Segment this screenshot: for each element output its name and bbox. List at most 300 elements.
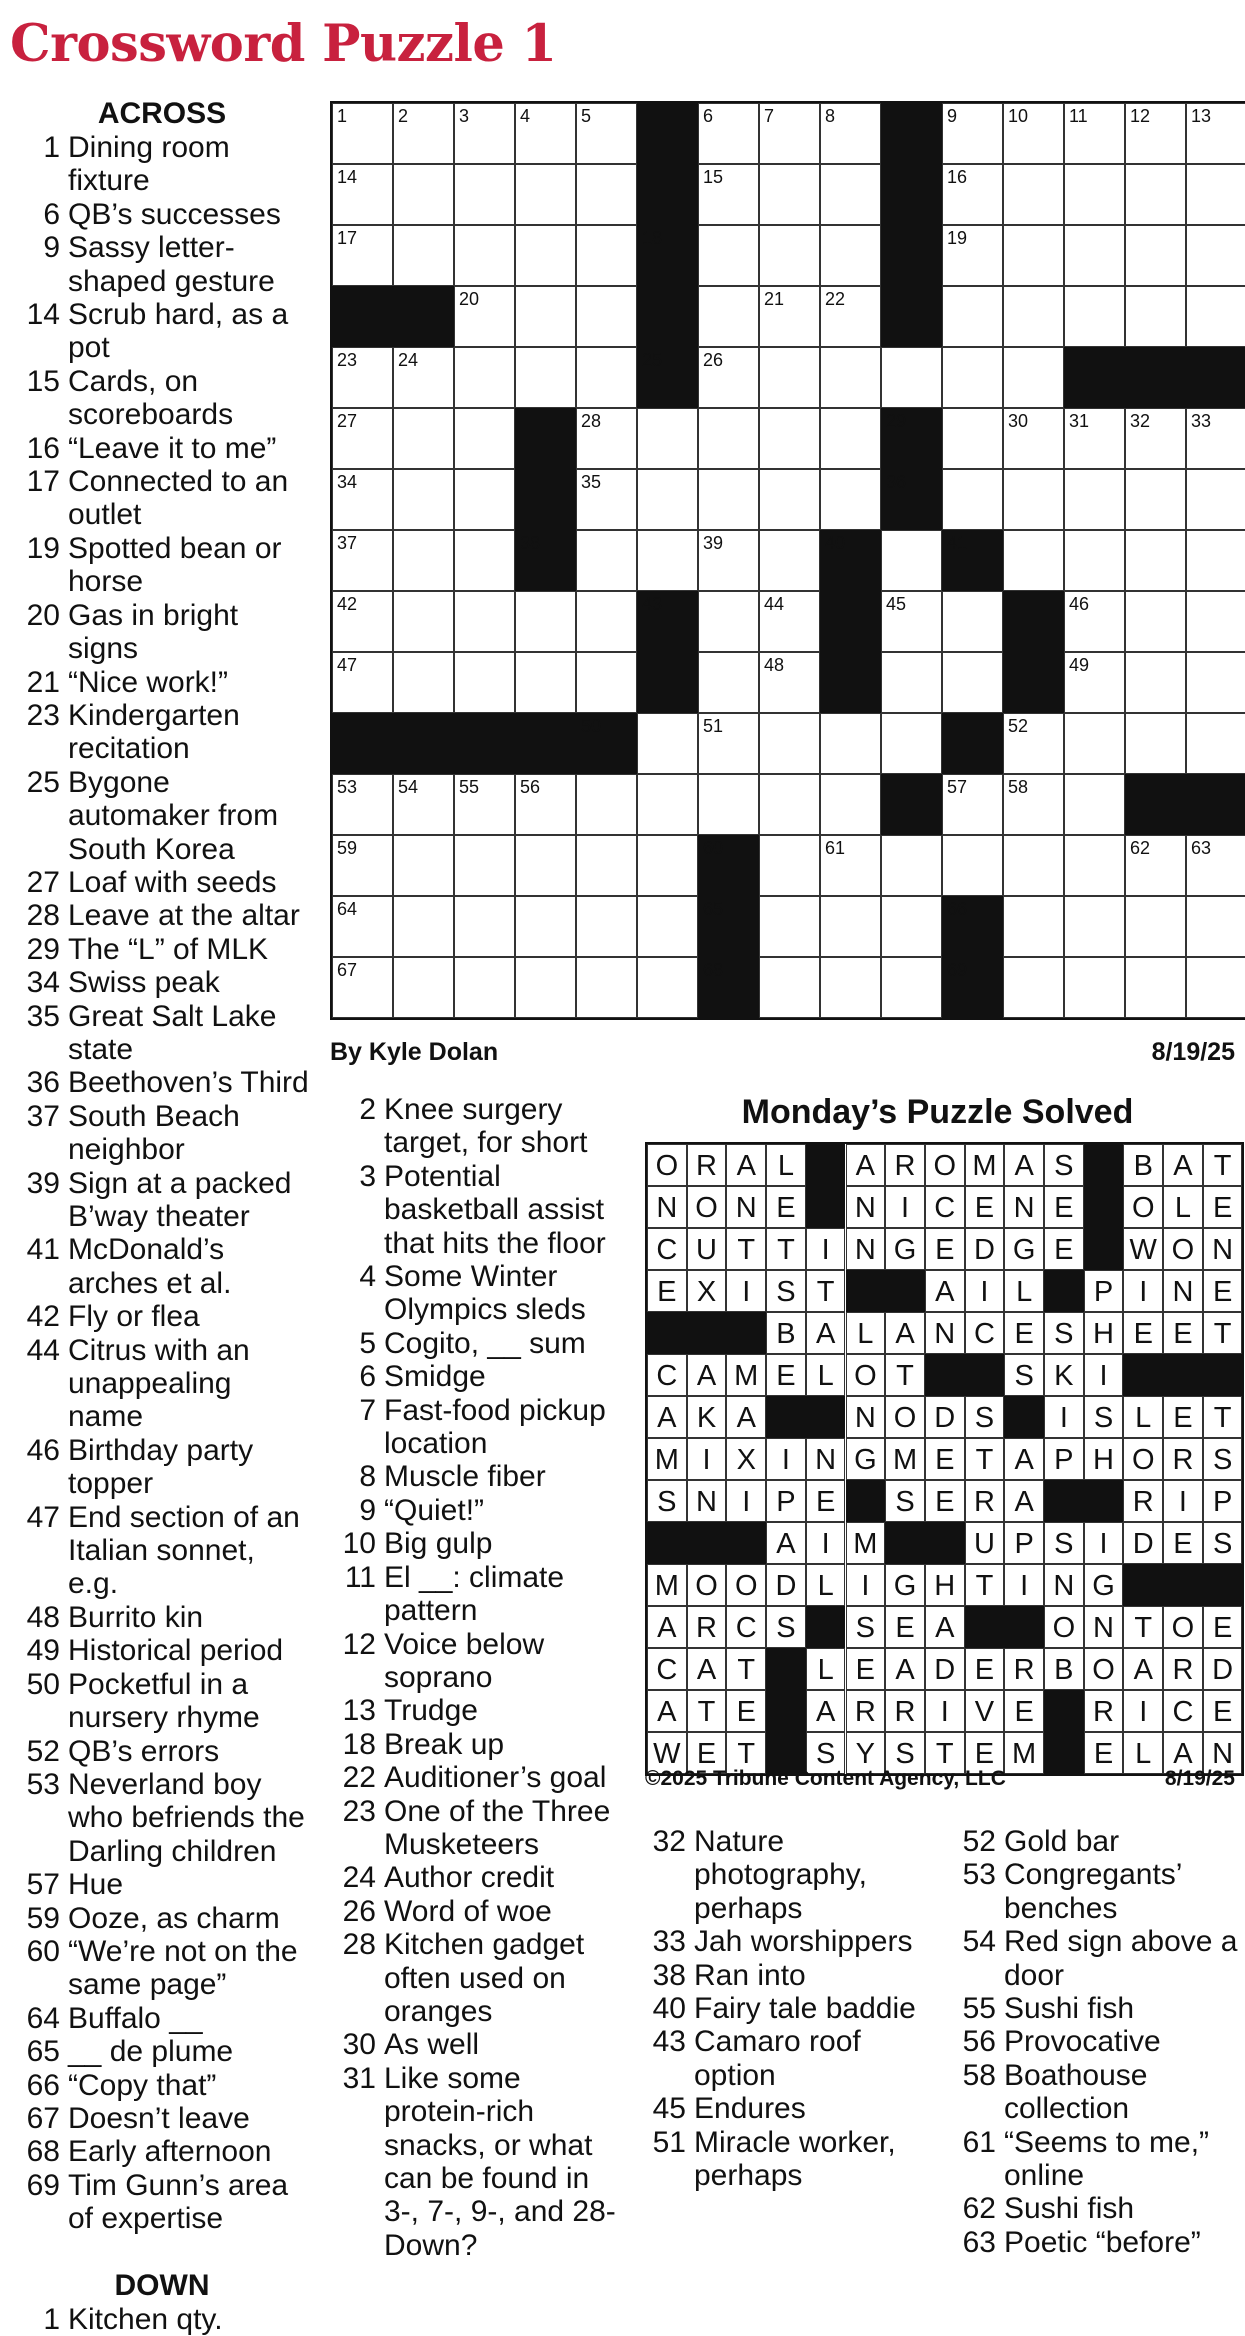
solved-letter: S [806, 1732, 846, 1774]
grid-cell[interactable] [820, 347, 881, 408]
solved-letter: B [1123, 1144, 1163, 1186]
solved-letter: E [1004, 1690, 1044, 1732]
cell-number: 68 [703, 960, 724, 980]
solved-letter: M [885, 1438, 925, 1480]
grid-cell[interactable] [515, 225, 576, 286]
grid-cell[interactable] [1186, 713, 1245, 774]
grid-cell[interactable] [942, 225, 1003, 286]
grid-cell[interactable] [332, 591, 393, 652]
black-square [698, 896, 759, 957]
cell-number: 15 [703, 167, 724, 187]
black-square [881, 164, 942, 225]
clue-text: Cards, on scoreboards [68, 364, 234, 432]
grid-cell[interactable] [576, 530, 637, 591]
grid-cell[interactable] [698, 774, 759, 835]
solved-black-square [1044, 1732, 1084, 1774]
grid-cell[interactable] [1003, 286, 1064, 347]
grid-cell[interactable] [1003, 530, 1064, 591]
grid-cell[interactable] [1186, 408, 1245, 469]
solved-black-square [806, 1396, 846, 1438]
grid-cell[interactable] [515, 774, 576, 835]
grid-cell[interactable] [1064, 164, 1125, 225]
grid-cell[interactable] [1186, 469, 1245, 530]
clue-text: Sign at a packed B’way theater [68, 1166, 292, 1233]
grid-cell[interactable] [1186, 530, 1245, 591]
clue-number: 60 [26, 1934, 60, 1968]
solved-black-square [925, 1522, 965, 1564]
clue-text: Provocative [1004, 2025, 1161, 2059]
grid-cell[interactable] [1064, 286, 1125, 347]
grid-cell[interactable] [1125, 957, 1186, 1018]
grid-cell[interactable] [942, 652, 1003, 713]
clue-down_col2-10 [330, 1527, 620, 1560]
grid-cell[interactable] [393, 835, 454, 896]
grid-cell[interactable] [1003, 957, 1064, 1018]
grid-cell[interactable] [515, 652, 576, 713]
grid-cell[interactable] [576, 225, 637, 286]
solved-black-square [726, 1312, 766, 1354]
clue-number: 39 [26, 1166, 60, 1200]
solved-letter: C [726, 1606, 766, 1648]
solved-letter: I [1004, 1564, 1044, 1606]
solved-letter: V [965, 1690, 1005, 1732]
cell-number: 13 [1191, 106, 1212, 126]
grid-cell[interactable] [1186, 164, 1245, 225]
black-square [1186, 347, 1245, 408]
black-square [881, 103, 942, 164]
black-square [637, 347, 698, 408]
cell-number: 37 [337, 533, 358, 553]
solved-black-square [1084, 1186, 1124, 1228]
grid-cell[interactable] [576, 286, 637, 347]
grid-cell[interactable] [454, 469, 515, 530]
clue-text: The “L” of MLK [68, 932, 269, 966]
grid-cell[interactable] [759, 652, 820, 713]
cell-number: 50 [581, 716, 602, 736]
grid-cell[interactable] [1064, 713, 1125, 774]
grid-cell[interactable] [393, 469, 454, 530]
clue-across-27 [14, 866, 310, 899]
grid-cell[interactable] [332, 530, 393, 591]
grid-cell[interactable] [698, 225, 759, 286]
grid-cell[interactable] [454, 652, 515, 713]
grid-cell[interactable] [393, 225, 454, 286]
grid-cell[interactable] [1064, 652, 1125, 713]
grid-cell[interactable] [698, 530, 759, 591]
solved-letter: D [925, 1648, 965, 1690]
clue-text: Sushi fish [1004, 2192, 1135, 2226]
cell-number: 30 [1008, 411, 1029, 431]
grid-cell[interactable] [637, 408, 698, 469]
solved-letter: M [965, 1144, 1005, 1186]
solved-letter: C [647, 1354, 687, 1396]
grid-cell[interactable] [881, 347, 942, 408]
solved-letter: A [925, 1270, 965, 1312]
grid-cell[interactable] [515, 164, 576, 225]
grid-cell[interactable] [1125, 286, 1186, 347]
grid-cell[interactable] [332, 164, 393, 225]
clue-across-52 [14, 1735, 310, 1768]
grid-cell[interactable] [942, 591, 1003, 652]
cell-number: 45 [886, 594, 907, 614]
cell-number: 14 [337, 167, 358, 187]
grid-cell[interactable] [698, 713, 759, 774]
grid-cell[interactable] [637, 469, 698, 530]
grid-cell[interactable] [881, 835, 942, 896]
solved-grid [645, 1142, 1244, 1776]
grid-cell[interactable] [332, 408, 393, 469]
clue-number: 7 [359, 1393, 376, 1427]
grid-cell[interactable] [393, 408, 454, 469]
grid-cell[interactable] [759, 530, 820, 591]
solved-letter: T [687, 1690, 727, 1732]
clue-down_col2-18 [330, 1728, 620, 1761]
grid-cell[interactable] [1125, 652, 1186, 713]
grid-cell[interactable] [1125, 469, 1186, 530]
grid-cell[interactable] [1186, 591, 1245, 652]
clue-across-53 [14, 1768, 310, 1868]
clue-text: Scrub hard, as a pot [68, 298, 289, 365]
grid-cell[interactable] [454, 408, 515, 469]
grid-cell[interactable] [1003, 835, 1064, 896]
grid-cell[interactable] [820, 225, 881, 286]
grid-cell[interactable] [1064, 408, 1125, 469]
grid-cell[interactable] [1125, 408, 1186, 469]
grid-cell[interactable] [820, 286, 881, 347]
grid-cell[interactable] [576, 835, 637, 896]
solved-letter: I [806, 1228, 846, 1270]
cell-number: 66 [947, 899, 968, 919]
grid-cell[interactable] [942, 103, 1003, 164]
grid-cell[interactable] [515, 103, 576, 164]
grid-cell[interactable] [332, 652, 393, 713]
solved-letter: U [687, 1228, 727, 1270]
grid-cell[interactable] [637, 896, 698, 957]
cell-number: 8 [825, 106, 836, 126]
clue-across-37 [14, 1100, 310, 1167]
down-column-2 [330, 1093, 620, 2262]
grid-cell[interactable] [637, 835, 698, 896]
grid-cell[interactable] [759, 896, 820, 957]
grid-cell[interactable] [881, 713, 942, 774]
black-square [942, 896, 1003, 957]
grid-cell[interactable] [942, 347, 1003, 408]
grid-cell[interactable] [454, 286, 515, 347]
solved-letter: A [687, 1354, 727, 1396]
grid-cell[interactable] [1186, 896, 1245, 957]
grid-cell[interactable] [332, 835, 393, 896]
grid-cell[interactable] [576, 347, 637, 408]
grid-cell[interactable] [576, 591, 637, 652]
solved-letter: T [806, 1270, 846, 1312]
grid-cell[interactable] [942, 408, 1003, 469]
solved-letter: S [1004, 1354, 1044, 1396]
solved-letter: N [1203, 1228, 1243, 1270]
grid-cell[interactable] [759, 164, 820, 225]
clue-text: Pocketful in a nursery rhyme [68, 1667, 260, 1735]
cell-number: 25 [642, 350, 663, 370]
grid-cell[interactable] [637, 957, 698, 1018]
clue-number: 30 [342, 2028, 376, 2062]
clue-number: 63 [962, 2225, 996, 2259]
grid-cell[interactable] [576, 896, 637, 957]
clue-number: 55 [962, 1992, 996, 2026]
clue-number: 25 [26, 765, 60, 799]
grid-cell[interactable] [454, 774, 515, 835]
grid-cell[interactable] [1003, 896, 1064, 957]
grid-cell[interactable] [759, 591, 820, 652]
grid-cell[interactable] [698, 103, 759, 164]
clue-text: Fly or flea [68, 1300, 200, 1334]
grid-cell[interactable] [942, 286, 1003, 347]
grid-cell[interactable] [1125, 530, 1186, 591]
grid-cell[interactable] [1125, 591, 1186, 652]
grid-cell[interactable] [1186, 225, 1245, 286]
solved-black-square [1203, 1564, 1243, 1606]
grid-cell[interactable] [1064, 835, 1125, 896]
grid-cell[interactable] [881, 896, 942, 957]
grid-cell[interactable] [454, 103, 515, 164]
grid-cell[interactable] [1064, 469, 1125, 530]
grid-cell[interactable] [820, 103, 881, 164]
grid-cell[interactable] [332, 347, 393, 408]
grid-cell[interactable] [393, 774, 454, 835]
clue-text: Great Salt Lake state [68, 999, 277, 1066]
grid-cell[interactable] [393, 164, 454, 225]
clue-text: Gold bar [1004, 1825, 1120, 1858]
grid-cell[interactable] [1186, 957, 1245, 1018]
grid-cell[interactable] [759, 469, 820, 530]
grid-cell[interactable] [332, 896, 393, 957]
grid-cell[interactable] [576, 164, 637, 225]
grid-cell[interactable] [1064, 103, 1125, 164]
grid-cell[interactable] [698, 286, 759, 347]
solved-letter: E [1044, 1186, 1084, 1228]
solved-letter: D [965, 1228, 1005, 1270]
solved-letter: W [1123, 1228, 1163, 1270]
grid-cell[interactable] [1125, 225, 1186, 286]
cell-number: 11 [1069, 106, 1088, 126]
grid-cell[interactable] [576, 469, 637, 530]
grid-cell[interactable] [576, 957, 637, 1018]
clue-down_col3-33 [640, 1925, 930, 1958]
grid-cell[interactable] [332, 103, 393, 164]
solved-black-square [965, 1606, 1005, 1648]
clue-down_col2-28 [330, 1928, 620, 2028]
grid-cell[interactable] [1003, 103, 1064, 164]
grid-cell[interactable] [1064, 774, 1125, 835]
solved-letter: C [647, 1228, 687, 1270]
grid-cell[interactable] [1186, 286, 1245, 347]
grid-cell[interactable] [515, 347, 576, 408]
solved-letter: E [647, 1270, 687, 1312]
grid-cell[interactable] [1003, 225, 1064, 286]
grid-cell[interactable] [1125, 896, 1186, 957]
solved-letter: R [1084, 1690, 1124, 1732]
grid-cell[interactable] [759, 774, 820, 835]
grid-cell[interactable] [942, 835, 1003, 896]
clue-number: 32 [652, 1825, 686, 1858]
grid-cell[interactable] [820, 835, 881, 896]
grid-cell[interactable] [454, 957, 515, 1018]
grid-cell[interactable] [1125, 103, 1186, 164]
clue-across-50 [14, 1668, 310, 1735]
grid-cell[interactable] [393, 591, 454, 652]
cell-number: 39 [703, 533, 724, 553]
solved-letter: I [806, 1522, 846, 1564]
grid-cell[interactable] [454, 896, 515, 957]
solved-letter: G [846, 1438, 886, 1480]
grid-cell[interactable] [1125, 835, 1186, 896]
grid-cell[interactable] [393, 530, 454, 591]
solved-letter: N [1084, 1606, 1124, 1648]
grid-cell[interactable] [759, 957, 820, 1018]
grid-cell[interactable] [820, 408, 881, 469]
clue-text: Voice below soprano [384, 1627, 545, 1694]
grid-cell[interactable] [1003, 774, 1064, 835]
grid-cell[interactable] [759, 347, 820, 408]
grid-cell[interactable] [332, 774, 393, 835]
clue-text: Boathouse collection [1004, 2058, 1148, 2126]
grid-cell[interactable] [515, 835, 576, 896]
grid-cell[interactable] [1003, 469, 1064, 530]
grid-cell[interactable] [576, 774, 637, 835]
cell-number: 16 [947, 167, 968, 187]
grid-cell[interactable] [515, 286, 576, 347]
grid-cell[interactable] [759, 225, 820, 286]
grid-cell[interactable] [637, 713, 698, 774]
grid-cell[interactable] [576, 408, 637, 469]
grid-cell[interactable] [759, 713, 820, 774]
clue-down_col3-45 [640, 2092, 930, 2125]
grid-cell[interactable] [393, 652, 454, 713]
grid-cell[interactable] [1003, 408, 1064, 469]
grid-cell[interactable] [454, 530, 515, 591]
grid-cell[interactable] [698, 591, 759, 652]
grid-cell[interactable] [1186, 652, 1245, 713]
clue-number: 56 [962, 2025, 996, 2059]
grid-cell[interactable] [1125, 164, 1186, 225]
solved-letter: S [1044, 1522, 1084, 1564]
grid-cell[interactable] [759, 286, 820, 347]
grid-cell[interactable] [1003, 164, 1064, 225]
grid-cell[interactable] [637, 530, 698, 591]
grid-cell[interactable] [454, 591, 515, 652]
down-column-4 [950, 1825, 1240, 2259]
grid-cell[interactable] [881, 591, 942, 652]
clue-down_col2-23 [330, 1795, 620, 1862]
solved-letter: O [846, 1354, 886, 1396]
solved-black-square [1123, 1354, 1163, 1396]
grid-cell[interactable] [698, 469, 759, 530]
grid-cell[interactable] [1003, 713, 1064, 774]
solved-letter: E [1203, 1186, 1243, 1228]
grid-cell[interactable] [454, 347, 515, 408]
grid-cell[interactable] [881, 957, 942, 1018]
grid-cell[interactable] [881, 652, 942, 713]
grid-cell[interactable] [1064, 225, 1125, 286]
grid-cell[interactable] [393, 957, 454, 1018]
black-square [637, 164, 698, 225]
grid-cell[interactable] [820, 713, 881, 774]
grid-cell[interactable] [454, 225, 515, 286]
grid-cell[interactable] [393, 896, 454, 957]
solved-letter: T [965, 1438, 1005, 1480]
grid-cell[interactable] [1064, 896, 1125, 957]
solved-letter: E [965, 1648, 1005, 1690]
grid-cell[interactable] [515, 591, 576, 652]
grid-cell[interactable] [942, 469, 1003, 530]
grid-cell[interactable] [1003, 347, 1064, 408]
grid-cell[interactable] [1064, 591, 1125, 652]
grid-cell[interactable] [698, 408, 759, 469]
grid-cell[interactable] [820, 896, 881, 957]
solved-black-square [766, 1396, 806, 1438]
grid-cell[interactable] [759, 103, 820, 164]
grid-cell[interactable] [820, 469, 881, 530]
cell-number: 55 [459, 777, 480, 797]
grid-cell[interactable] [454, 835, 515, 896]
cell-number: 56 [520, 777, 541, 797]
grid-cell[interactable] [698, 164, 759, 225]
grid-cell[interactable] [881, 530, 942, 591]
grid-cell[interactable] [332, 225, 393, 286]
cell-number: 18 [642, 228, 663, 248]
grid-cell[interactable] [637, 774, 698, 835]
solved-black-square [1084, 1228, 1124, 1270]
grid-cell[interactable] [820, 774, 881, 835]
solved-letter: D [925, 1396, 965, 1438]
grid-cell[interactable] [1125, 713, 1186, 774]
solved-black-square [1044, 1270, 1084, 1312]
grid-cell[interactable] [515, 957, 576, 1018]
solved-date: 8/19/25 [1164, 1767, 1235, 1790]
grid-cell[interactable] [820, 957, 881, 1018]
solved-letter: M [1004, 1732, 1044, 1774]
solved-letter: E [766, 1354, 806, 1396]
grid-cell[interactable] [759, 408, 820, 469]
clue-across-42 [14, 1300, 310, 1333]
clue-number: 15 [26, 364, 60, 398]
black-square [454, 713, 515, 774]
grid-cell[interactable] [942, 774, 1003, 835]
grid-cell[interactable] [393, 103, 454, 164]
grid-cell[interactable] [332, 957, 393, 1018]
grid-cell[interactable] [576, 652, 637, 713]
grid-cell[interactable] [1186, 835, 1245, 896]
grid-cell[interactable] [332, 469, 393, 530]
grid-cell[interactable] [1064, 957, 1125, 1018]
grid-cell[interactable] [942, 164, 1003, 225]
grid-cell[interactable] [759, 835, 820, 896]
grid-cell[interactable] [393, 347, 454, 408]
grid-cell[interactable] [576, 103, 637, 164]
clue-number: 10 [342, 1527, 376, 1561]
grid-cell[interactable] [820, 164, 881, 225]
solved-letter: T [1203, 1144, 1243, 1186]
grid-cell[interactable] [698, 347, 759, 408]
grid-cell[interactable] [698, 652, 759, 713]
solved-letter: H [1084, 1438, 1124, 1480]
clue-text: Auditioner’s goal [384, 1761, 607, 1795]
grid-cell[interactable] [454, 164, 515, 225]
grid-cell[interactable] [1064, 530, 1125, 591]
solved-letter: P [766, 1480, 806, 1522]
grid-cell[interactable] [515, 896, 576, 957]
clue-number: 1 [43, 2302, 60, 2336]
black-square [332, 713, 393, 774]
grid-cell[interactable] [1186, 103, 1245, 164]
